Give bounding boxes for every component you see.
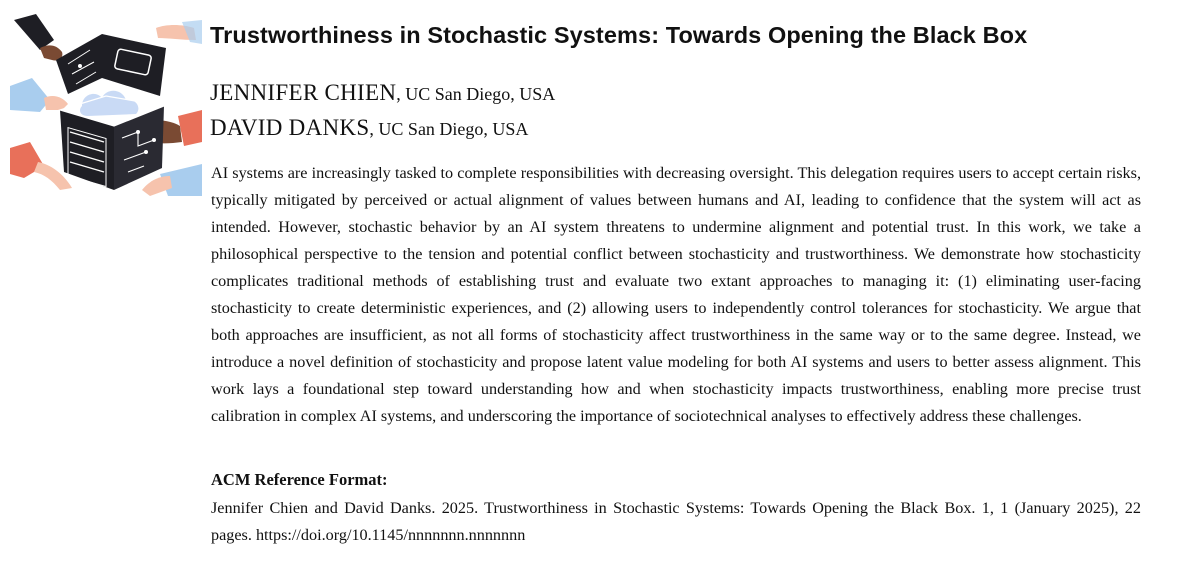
black-box-illustration bbox=[10, 14, 202, 196]
author-name: DAVID DANKS bbox=[210, 115, 370, 140]
box-icon bbox=[56, 34, 166, 190]
author-affiliation: , UC San Diego, USA bbox=[369, 119, 529, 139]
author-entry bbox=[210, 80, 555, 106]
author-affiliation: , UC San Diego, USA bbox=[396, 84, 556, 104]
abstract: AI systems are increasingly tasked to complete responsibilities with decreasing oversight. This delegation requires users to accept certain risks, typically mitigated by perceived or actual alignment of values between humans and AI, leading to confidence that the system will act as intended. However, stochastic behavior by an AI system threatens to undermine alignment and potential trust. In this work, we take a philosophical perspective to the tension and potential conflict between stochasticity and trustworthiness. We demonstrate how stochasticity complicates traditional methods of establishing trust and evaluate two extant approaches to managing it: (1) eliminating user-facing stochasticity to create deterministic experiences, and (2) allowing users to independently control tolerances for stochasticity. We argue that both approaches are insufficient, as not all forms of stochasticity affect trustworthiness in the same way or to the same degree. Instead, we introduce a novel definition of stochasticity and propose latent value modeling for both AI systems and users to better assess alignment. This work lays a foundational step toward understanding how and when stochasticity impacts trustworthiness, enabling more precise trust calibration in complex AI systems, and underscoring the importance of sociotechnical analyses to effectively address these challenges. bbox=[211, 164, 1141, 425]
author-name: JENNIFER CHIEN bbox=[210, 80, 397, 105]
reference-format-text: Jennifer Chien and David Danks. 2025. Trustworthiness in Stochastic Systems: Towards Opening the Black Box. 1, 1 (January 2025), 22 pages. https://doi.org/10.1145/nnnnnnn.nnnnnnn bbox=[211, 499, 1141, 544]
paper-title: Trustworthiness in Stochastic Systems: Towards Opening the Black Box bbox=[210, 22, 1028, 48]
reference-format-heading: ACM Reference Format: bbox=[211, 470, 388, 489]
author-entry bbox=[210, 115, 528, 141]
